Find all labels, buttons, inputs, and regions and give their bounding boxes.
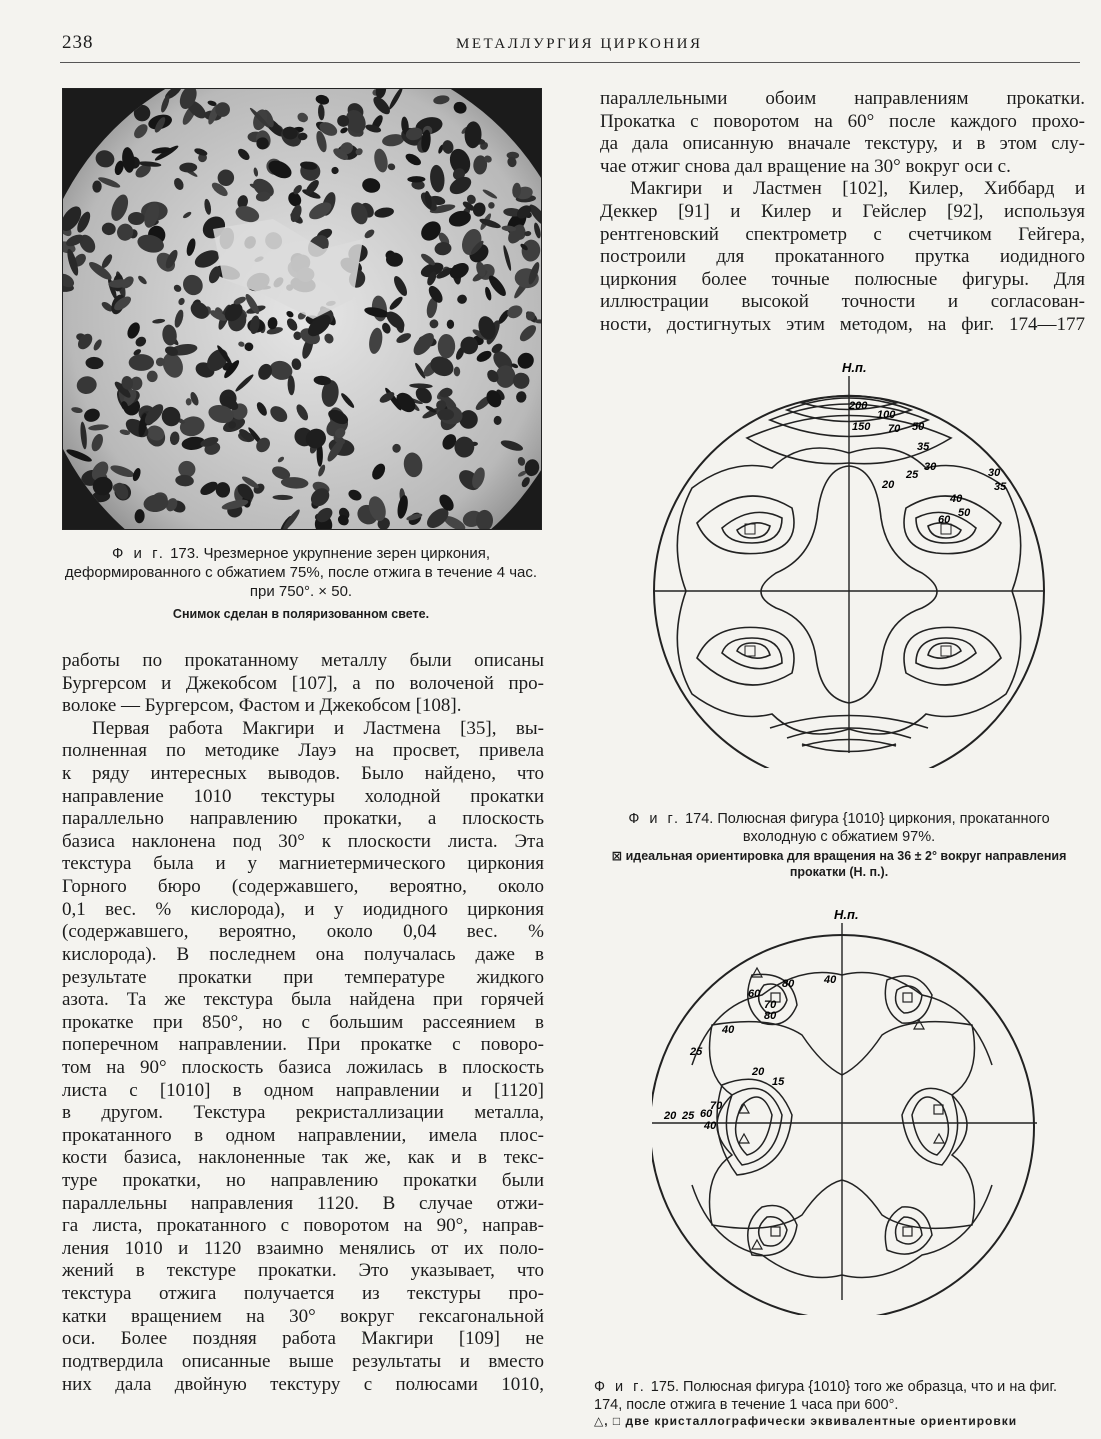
contour-label: 35 bbox=[917, 441, 930, 453]
fig175-label: Ф и г. bbox=[594, 1379, 647, 1395]
text-line: 0,1 вес. % кислорода), и у иодидного циркония bbox=[62, 898, 544, 920]
fig175-note: △, □ две кристаллографически эквивалентные ориентировки bbox=[594, 1414, 1018, 1429]
contour-label: 60 bbox=[938, 514, 951, 526]
fig174-diagram bbox=[652, 358, 1052, 768]
contour-label: 80 bbox=[764, 1010, 777, 1022]
text-line: Деккер [91] и Килер и Гейслер [92], используя bbox=[600, 201, 1085, 223]
contour-label: 20 bbox=[664, 1110, 677, 1122]
fig175-axis-label: Н.п. bbox=[834, 907, 859, 922]
text-line: базиса наклонена под 30° к плоскости листа. Эта bbox=[62, 830, 544, 852]
text-line: кости базиса, наклоненные так же, как и в текс- bbox=[62, 1147, 544, 1169]
text-line: в другом. Текстура рекристаллизации металла, bbox=[62, 1102, 544, 1124]
text-line: волоке — Бургерсом, Фастом и Джекобсом [108]. bbox=[62, 695, 462, 717]
ideal-orientation-icon: ⊠ bbox=[611, 849, 623, 864]
text-line: работы по прокатанному металлу были описаны bbox=[62, 650, 544, 671]
text-line: Бургерсом и Джекобсом [107], а по волоченой про- bbox=[62, 672, 544, 694]
text-line: полненная по методике Лауэ на просвет, привела bbox=[62, 740, 544, 762]
contour-label: 80 bbox=[782, 978, 795, 990]
contour-label: 50 bbox=[912, 421, 925, 433]
text-line: оси. Более поздняя работа Макгири [109] не bbox=[62, 1328, 544, 1350]
left-column-text bbox=[62, 650, 544, 1396]
text-line: Прокатка с поворотом на 60° после каждого прохо- bbox=[600, 110, 1085, 132]
contour-label: 70 bbox=[710, 1100, 723, 1112]
text-line: циркония более точные полюсные фигуры. Для bbox=[600, 268, 1085, 290]
micrograph-image bbox=[63, 89, 541, 529]
running-title: МЕТАЛЛУРГИЯ ЦИРКОНИЯ bbox=[456, 36, 703, 52]
contour-label: 20 bbox=[882, 479, 895, 491]
text-line: них дала двойную текстуру с полюсами 1010, bbox=[62, 1373, 544, 1395]
fig175-diagram bbox=[652, 905, 1052, 1315]
page-number: 238 bbox=[62, 32, 94, 53]
text-line: жений в текстуре прокатки. Это указывает, что bbox=[62, 1260, 544, 1282]
text-line: листа с [1010] в одном направлении и [1120] bbox=[62, 1079, 544, 1101]
text-line: прокатке при 850°, но с большим рассеянием в bbox=[62, 1011, 544, 1033]
text-line: текстура отжига получается из текстуры про- bbox=[62, 1283, 544, 1305]
fig175-caption bbox=[594, 1378, 1088, 1429]
text-line: направление 1010 текстуры холодной прокатки bbox=[62, 785, 544, 807]
text-line: чае отжиг снова дал вращение на 30° вокруг оси с. bbox=[600, 155, 1011, 177]
text-line: кислорода). В последнем она получалась даже в bbox=[62, 943, 544, 965]
text-line: азота. Та же текстура была найдена при горячей bbox=[62, 989, 544, 1011]
contour-label: 100 bbox=[877, 409, 896, 421]
fig173-label: Ф и г. bbox=[111, 545, 166, 562]
text-line: га листа, прокатанного с поворотом на 90°, направ- bbox=[62, 1215, 544, 1237]
text-line: ности, достигнутых этим методом, на фиг. 174—177 bbox=[600, 314, 1085, 336]
text-line: параллельны направления 1120. В случае отжи- bbox=[62, 1192, 544, 1214]
text-line: текстура была и у магниетермического циркония bbox=[62, 853, 544, 875]
text-line: том на 90° плоскость базиса ложилась в плоскость bbox=[62, 1056, 544, 1078]
contour-label: 40 bbox=[950, 493, 963, 505]
contour-label: 70 bbox=[888, 423, 901, 435]
fig174-caption bbox=[594, 810, 1084, 881]
text-line: да дала описанную вначале текстуру, и в этом слу- bbox=[600, 133, 1085, 155]
text-line: ления 1010 и 1120 взаимно менялись от их поло- bbox=[62, 1237, 544, 1259]
text-line: параллельными обоим направлениям прокатки. bbox=[600, 88, 1085, 109]
text-line: к ряду интересных выводов. Было найдено, что bbox=[62, 763, 544, 785]
text-line: результате прокатки при температуре жидкого bbox=[62, 966, 544, 988]
fig175-caption-text: 175. Полюсная фигура {1010} того же образца, что и на фиг. 174, после отжига в течение 1 часа при 600°. bbox=[594, 1379, 1057, 1414]
contour-label: 25 bbox=[906, 469, 919, 481]
text-line: иллюстрации высокой точности и согласован- bbox=[600, 291, 1085, 313]
contour-label: 60 bbox=[700, 1108, 713, 1120]
text-line: рентгеновский спектрометр с счетчиком Гейгера, bbox=[600, 223, 1085, 245]
fig173-note: Снимок сделан в поляризованном свете. bbox=[172, 607, 430, 622]
text-line: туре прокатки, но направлению прокатки были bbox=[62, 1170, 544, 1192]
contour-label: 30 bbox=[988, 467, 1001, 479]
fig175-pole-figure bbox=[652, 905, 1052, 1315]
right-column-text bbox=[600, 88, 1085, 337]
contour-label: 40 bbox=[722, 1024, 735, 1036]
fig173-caption-text: 173. Чрезмерное укрупнение зерен циркония, деформированного с обжатием 75%, после отжига в течение 4 час. при 750°. × 50. bbox=[64, 545, 538, 600]
fig174-axis-label: Н.п. bbox=[842, 360, 867, 375]
text-line: параллельно направлению прокатки, а плоскость bbox=[62, 808, 544, 830]
contour-label: 50 bbox=[958, 507, 971, 519]
contour-label: 70 bbox=[764, 999, 777, 1011]
text-line: Первая работа Макгири и Ластмена [35], вы- bbox=[92, 717, 544, 739]
contour-label: 40 bbox=[824, 974, 837, 986]
contour-label: 35 bbox=[994, 481, 1007, 493]
micrograph-photo bbox=[62, 88, 542, 530]
header-rule bbox=[60, 62, 1080, 63]
text-line: прокатанного в одном направлении, имела плос- bbox=[62, 1124, 544, 1146]
text-line: Горного бюро (содержавшего, вероятно, около bbox=[62, 876, 544, 898]
contour-label: 25 bbox=[690, 1046, 703, 1058]
contour-label: 20 bbox=[752, 1066, 765, 1078]
contour-label: 40 bbox=[704, 1120, 717, 1132]
contour-label: 15 bbox=[772, 1076, 785, 1088]
text-line: поперечном направлении. При прокатке с поворо- bbox=[62, 1034, 544, 1056]
contour-label: 60 bbox=[748, 988, 761, 1000]
text-line: катки вращением на 30° вокруг гексагональной bbox=[62, 1305, 544, 1327]
contour-label: 25 bbox=[682, 1110, 695, 1122]
text-line: (содержавшего, вероятно, около 0,04 вес. % bbox=[62, 921, 544, 943]
fig174-pole-figure bbox=[652, 358, 1052, 768]
fig174-note: идеальная ориентировка для вращения на 36 ± 2° вокруг направления прокатки (Н. п.). bbox=[625, 849, 1067, 879]
fig173-caption bbox=[62, 545, 540, 623]
text-line: подтвердила описанные выше результаты и вместо bbox=[62, 1350, 544, 1372]
text-line: Макгири и Ластмен [102], Килер, Хиббард и bbox=[630, 178, 1085, 200]
fig174-caption-text: 174. Полюсная фигура {1010} циркония, прокатанного вхолодную с обжатием 97%. bbox=[685, 811, 1050, 846]
contour-label: 30 bbox=[924, 461, 937, 473]
contour-label: 200 bbox=[849, 400, 868, 412]
text-line: построили для прокатанного прутка иодидного bbox=[600, 246, 1085, 268]
fig174-label: Ф и г. bbox=[628, 811, 682, 827]
contour-label: 150 bbox=[852, 421, 871, 433]
